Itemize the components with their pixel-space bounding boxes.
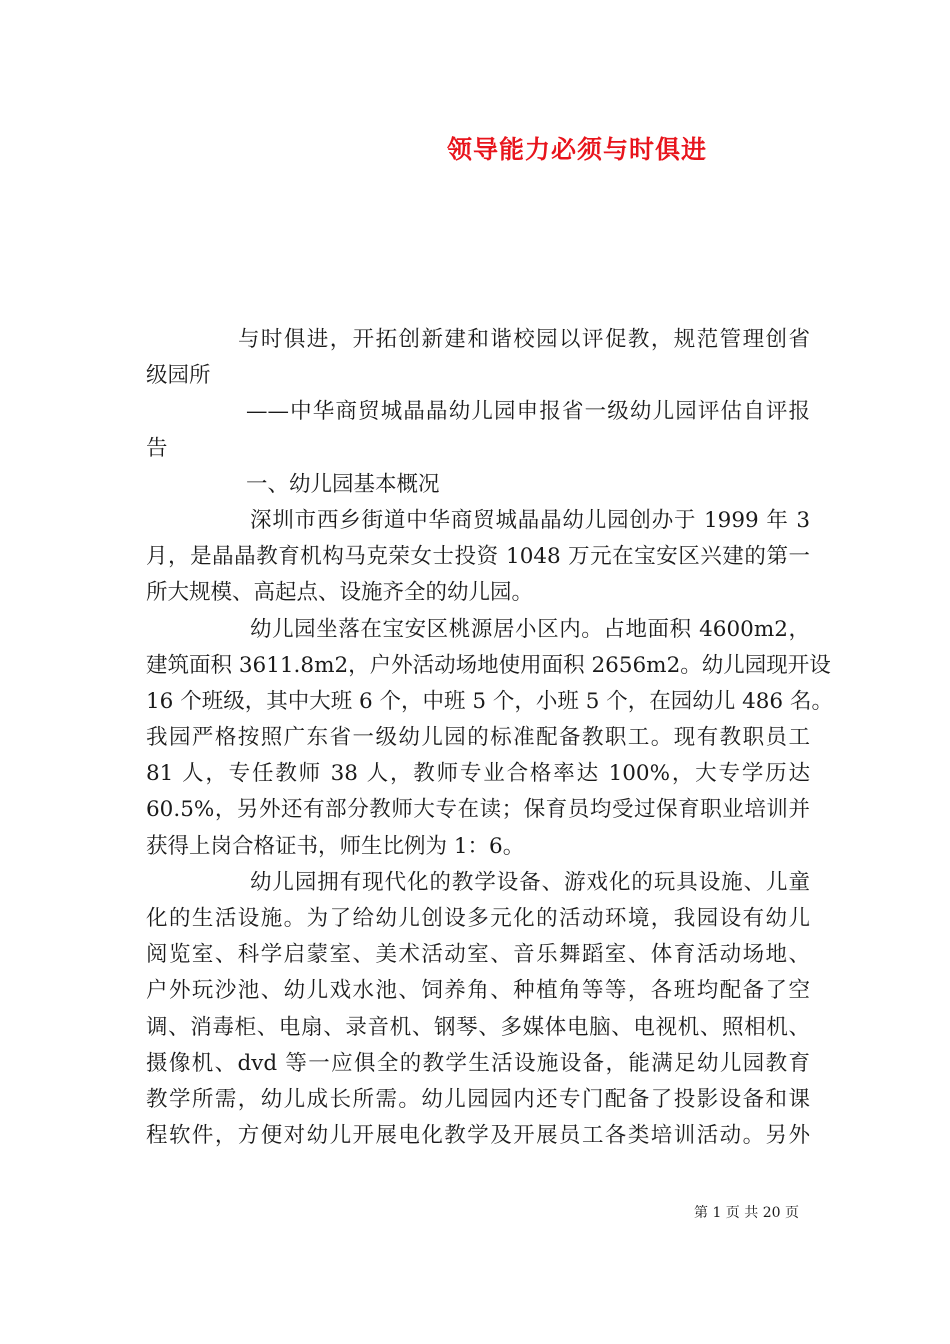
paragraph-line: ——中华商贸城晶晶幼儿园申报省一级幼儿园评估自评报 <box>246 399 810 425</box>
paragraph-line: 调、消毒柜、电扇、录音机、钢琴、多媒体电脑、电视机、照相机、 <box>146 1014 810 1040</box>
paragraph-line: 阅览室、科学启蒙室、美术活动室、音乐舞蹈室、体育活动场地、 <box>146 942 810 968</box>
paragraph-line: 60.5%，另外还有部分教师大专在读；保育员均受过保育职业培训并 <box>146 797 810 823</box>
paragraph-line: 教学所需，幼儿成长所需。幼儿园园内还专门配备了投影设备和课 <box>146 1086 810 1112</box>
paragraph-line: 告 <box>146 435 168 461</box>
paragraph-line: 化的生活设施。为了给幼儿创设多元化的活动环境，我园设有幼儿 <box>146 906 810 931</box>
document-title: 领导能力必须与时俱进 <box>447 135 708 164</box>
paragraph-line: 幼儿园坐落在宝安区桃源居小区内。占地面积 4600m2， <box>250 616 810 642</box>
document-body <box>146 322 833 1154</box>
paragraph-line: 建筑面积 3611.8m2，户外活动场地使用面积 2656m2。幼儿园现开设 <box>146 652 831 678</box>
paragraph-line: 16 个班级，其中大班 6 个，中班 5 个，小班 5 个，在园幼儿 486 名。 <box>146 688 833 714</box>
section-heading: 一、幼儿园基本概况 <box>246 471 440 497</box>
paragraph-line: 深圳市西乡街道中华商贸城晶晶幼儿园创办于 1999 年 3 <box>250 507 810 533</box>
paragraph-line: 户外玩沙池、幼儿戏水池、饲养角、种植角等等，各班均配备了空 <box>146 978 810 1004</box>
paragraph-line: 幼儿园拥有现代化的教学设备、游戏化的玩具设施、儿童 <box>250 869 810 895</box>
page-number-footer: 第 1 页 共 20 页 <box>694 1205 799 1221</box>
paragraph-line: 所大规模、高起点、设施齐全的幼儿园。 <box>146 580 534 606</box>
paragraph-line: 我园严格按照广东省一级幼儿园的标准配备教职工。现有教职员工 <box>146 725 810 751</box>
paragraph-line: 级园所 <box>146 363 211 389</box>
paragraph-line: 与时俱进，开拓创新建和谐校园以评促教，规范管理创省 <box>238 327 810 352</box>
paragraph-line: 获得上岗合格证书，师生比例为 1：6。 <box>146 833 525 859</box>
paragraph-line: 81 人，专任教师 38 人，教师专业合格率达 100%，大专学历达 <box>146 761 810 787</box>
paragraph-line: 摄像机、dvd 等一应俱全的教学生活设施设备，能满足幼儿园教育 <box>146 1050 810 1076</box>
paragraph-line: 程软件，方便对幼儿开展电化教学及开展员工各类培训活动。另外 <box>146 1123 810 1149</box>
paragraph-line: 月，是晶晶教育机构马克荣女士投资 1048 万元在宝安区兴建的第一 <box>146 544 810 570</box>
